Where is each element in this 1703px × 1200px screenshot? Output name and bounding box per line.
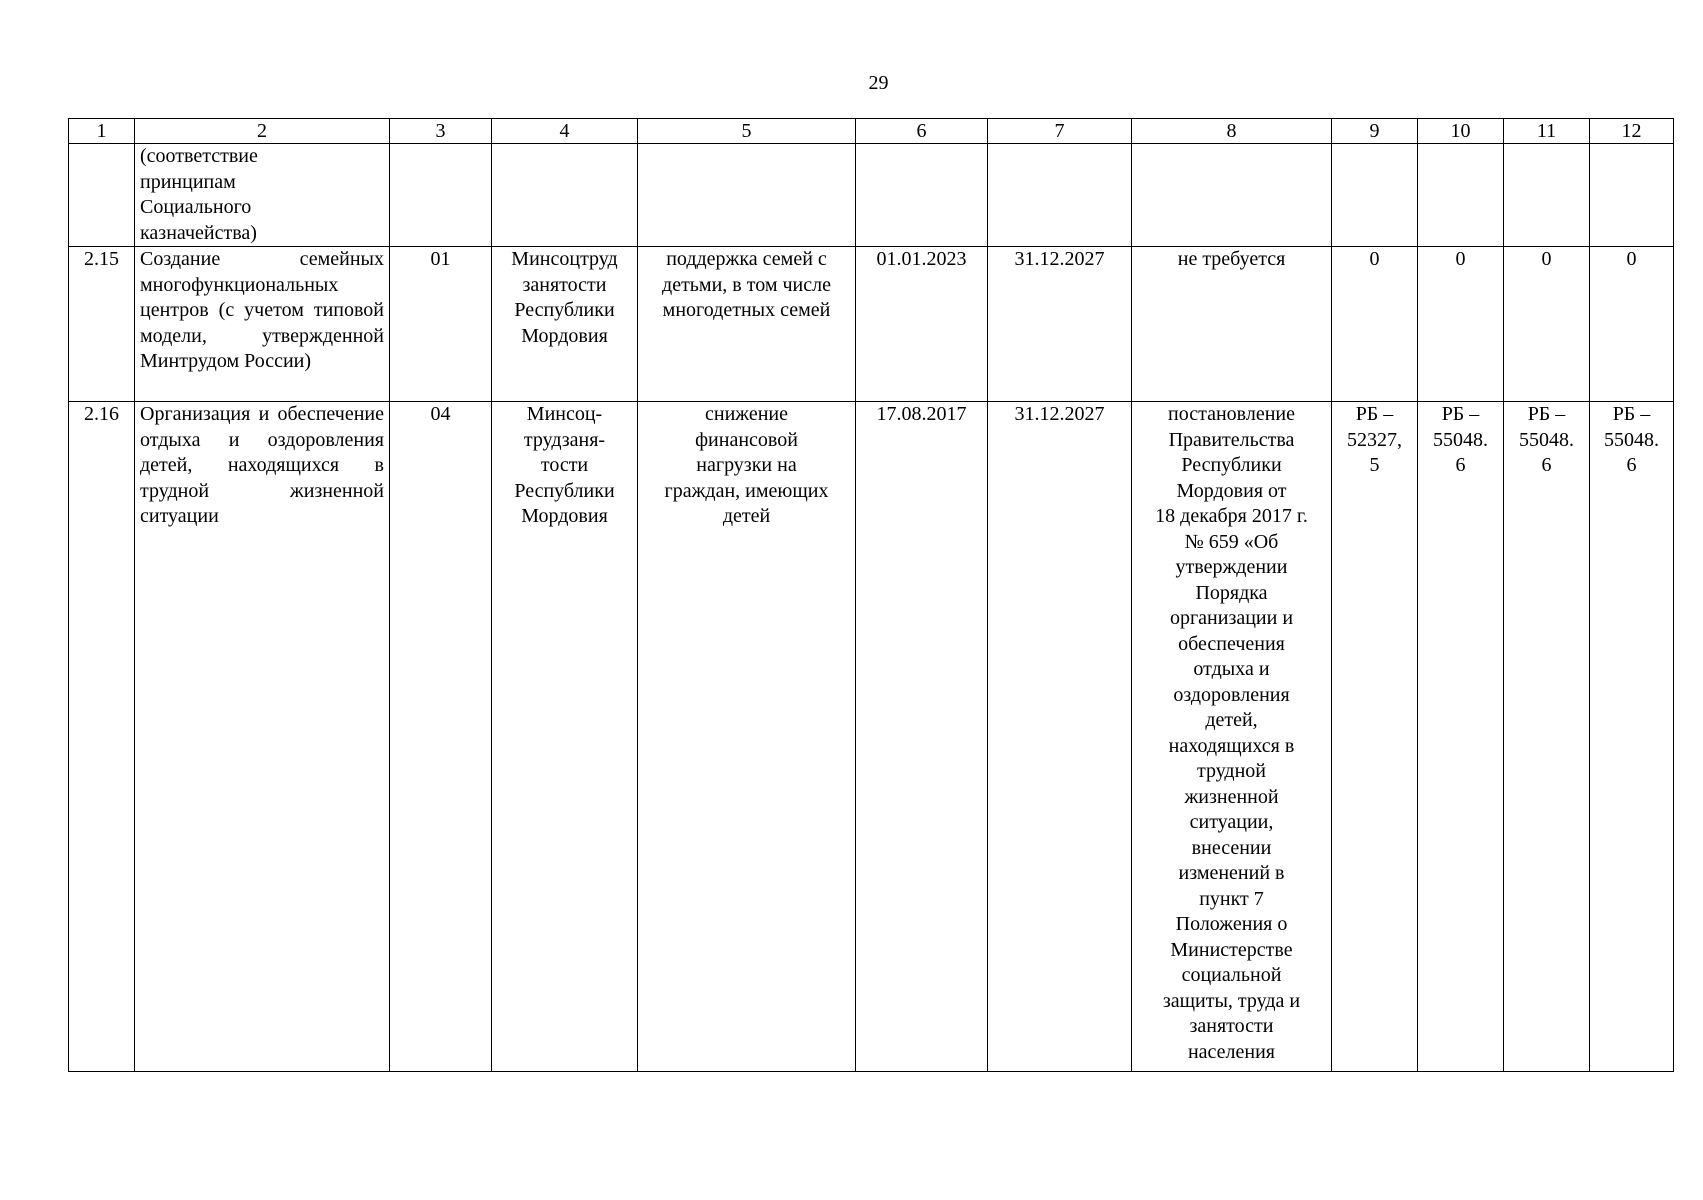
funding-cell: РБ – 55048. 6 (1590, 402, 1674, 1072)
column-number-row (69, 119, 1674, 144)
funding-cell: 0 (1504, 247, 1590, 402)
column-number: 1 (69, 119, 135, 144)
funding-cell (1332, 144, 1418, 247)
activities-table (68, 118, 1674, 1072)
column-number: 11 (1504, 119, 1590, 144)
table-row (69, 247, 1674, 402)
start-date-cell: 17.08.2017 (856, 402, 988, 1072)
column-number: 6 (856, 119, 988, 144)
row-number (69, 144, 135, 247)
code-cell (390, 144, 492, 247)
row-number: 2.16 (69, 402, 135, 1072)
end-date-cell: 31.12.2027 (988, 402, 1132, 1072)
column-number: 10 (1418, 119, 1504, 144)
measure-name: Организация и обеспечение отдыха и оздоровления детей, находящихся в трудной жизненной ситуации (135, 402, 390, 1072)
executor-cell: Минсоцтруд занятости Республики Мордовия (492, 247, 638, 402)
end-date-cell (988, 144, 1132, 247)
basis-cell: постановление Правительства Республики Мордовия от 18 декабря 2017 г. № 659 «Об утверждении Порядка организации и обеспечения отдыха и оздоровления детей, находящихся в трудной жизненной ситуации, внесении изменений в пункт 7 Положения о Министерстве социальной защиты, труда и занятости населения (1132, 402, 1332, 1072)
column-number: 7 (988, 119, 1132, 144)
code-cell: 04 (390, 402, 492, 1072)
executor-cell (492, 144, 638, 247)
column-number: 8 (1132, 119, 1332, 144)
funding-cell: 0 (1418, 247, 1504, 402)
column-number: 4 (492, 119, 638, 144)
code-cell: 01 (390, 247, 492, 402)
funding-cell (1418, 144, 1504, 247)
end-date-cell: 31.12.2027 (988, 247, 1132, 402)
start-date-cell (856, 144, 988, 247)
funding-cell (1590, 144, 1674, 247)
measure-name: Создание семейных многофункциональных центров (с учетом типовой модели, утвержденной Минтрудом России) (135, 247, 390, 402)
row-number: 2.15 (69, 247, 135, 402)
column-number: 2 (135, 119, 390, 144)
funding-cell (1504, 144, 1590, 247)
table-row (69, 144, 1674, 247)
funding-cell: РБ – 52327, 5 (1332, 402, 1418, 1072)
table-row (69, 402, 1674, 1072)
measure-name: (соответствие принципам Социального казначейства) (135, 144, 390, 247)
funding-cell: РБ – 55048. 6 (1418, 402, 1504, 1072)
basis-cell (1132, 144, 1332, 247)
column-number: 12 (1590, 119, 1674, 144)
column-number: 9 (1332, 119, 1418, 144)
funding-cell: РБ – 55048. 6 (1504, 402, 1590, 1072)
column-number: 5 (638, 119, 856, 144)
column-number: 3 (390, 119, 492, 144)
funding-cell: 0 (1590, 247, 1674, 402)
start-date-cell: 01.01.2023 (856, 247, 988, 402)
result-cell: поддержка семей с детьми, в том числе многодетных семей (638, 247, 856, 402)
page-number: 29 (868, 72, 889, 94)
basis-cell: не требуется (1132, 247, 1332, 402)
executor-cell: Минсоц- трудзаня- тости Республики Мордовия (492, 402, 638, 1072)
funding-cell: 0 (1332, 247, 1418, 402)
result-cell: снижение финансовой нагрузки на граждан, имеющих детей (638, 402, 856, 1072)
result-cell (638, 144, 856, 247)
